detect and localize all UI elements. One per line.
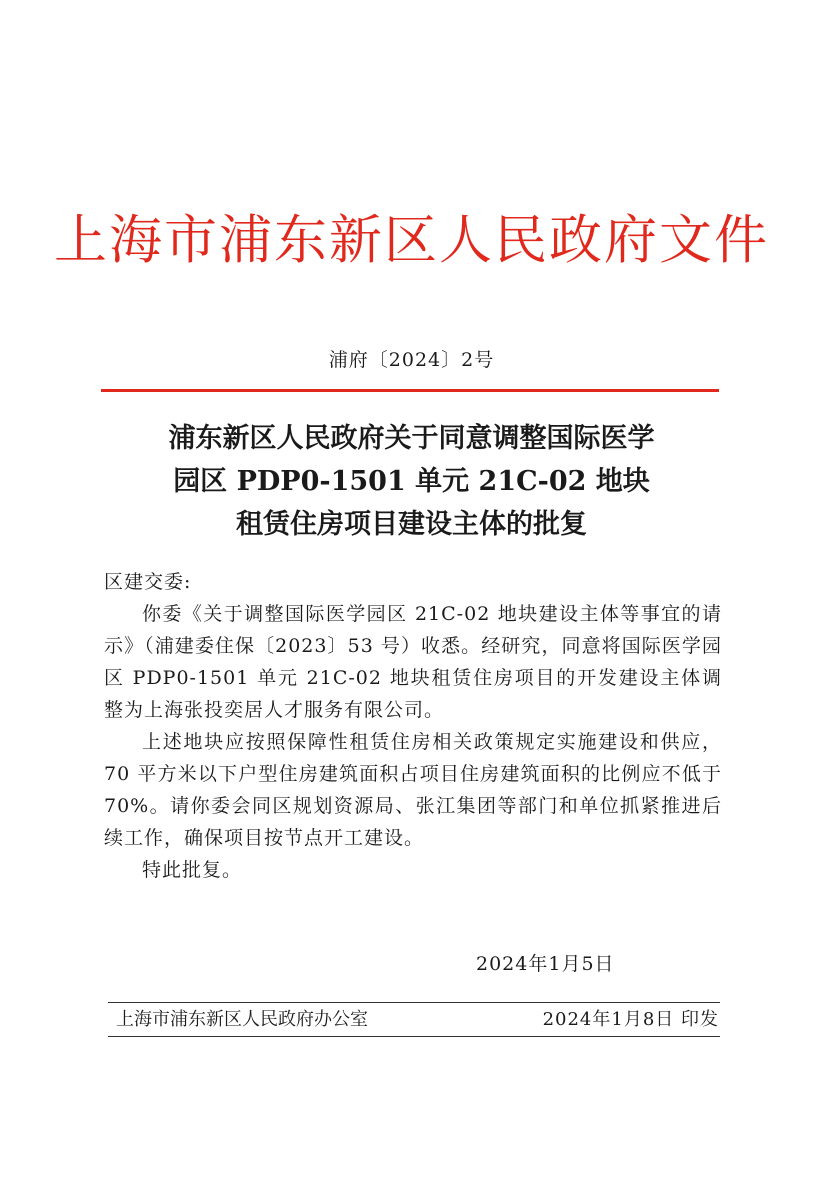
document-title <box>60 417 763 546</box>
document-number: 浦府〔2024〕2号 <box>328 349 495 371</box>
footer-issuer: 上海市浦东新区人民政府办公室 <box>116 1009 368 1030</box>
footer-print-date: 2024年1月8日 印发 <box>542 1009 719 1030</box>
title-line-3: 租赁住房项目建设主体的批复 <box>236 509 587 540</box>
document-body <box>104 598 722 886</box>
title-line-1: 浦东新区人民政府关于同意调整国际医学 <box>168 423 655 454</box>
footer-top-rule <box>108 1002 720 1003</box>
body-paragraph: 上述地块应按照保障性租赁住房相关政策规定实施建设和供应，70 平方米以下户型住房建筑面积占项目住房建筑面积的比例应不低于 70%。请你委会同区规划资源局、张江集团等部门和单位抓紧推进后续工作，确保项目按节点开工建设。 <box>104 731 722 849</box>
recipient: 区建交委: <box>104 571 192 593</box>
footer-bottom-rule <box>108 1036 720 1037</box>
body-paragraph: 特此批复。 <box>142 859 243 881</box>
body-paragraph: 你委《关于调整国际医学园区 21C-02 地块建设主体等事宜的请示》（浦建委住保〔2023〕53 号）收悉。经研究，同意将国际医学园区 PDP0-1501 单元 21C-02 地块租赁住房项目的开发建设主体调整为上海张投奕居人才服务有限公司。 <box>104 603 722 721</box>
red-divider <box>101 389 719 392</box>
title-line-2: 园区 PDP0-1501 单元 21C-02 地块 <box>173 466 650 497</box>
signature-date: 2024年1月5日 <box>476 953 615 975</box>
document-header-title: 上海市浦东新区人民政府文件 <box>54 210 769 271</box>
